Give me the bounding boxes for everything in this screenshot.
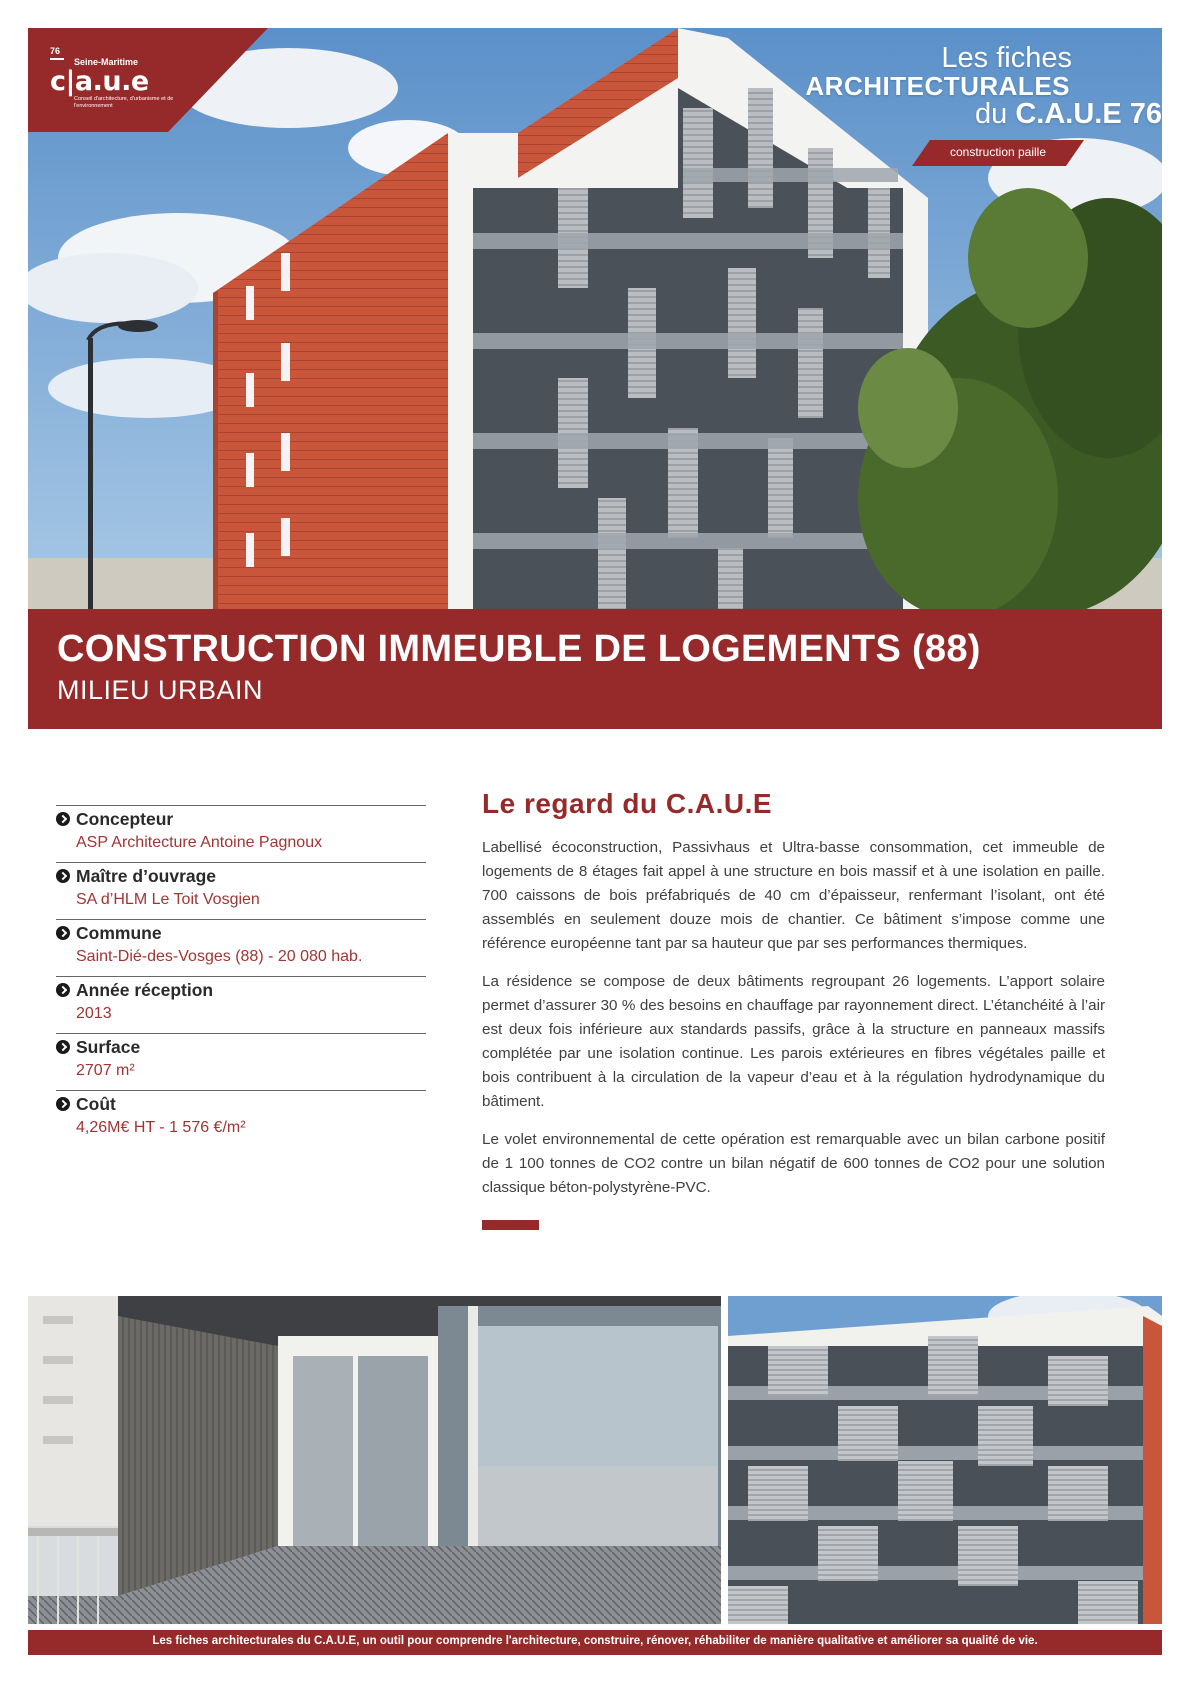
info-item-maitre-ouvrage	[56, 862, 426, 919]
paragraph: Labellisé écoconstruction, Passivhaus et Ultra-basse consommation, cet immeuble de logements de 8 étages fait appel à une structure en bois massif et à une isolation en paille. 700 caissons de bois préfabriqués de 40 cm d’épaisseur, renfermant l’isolant, ont été assemblés en seulement douze mois de chantier. Ce bâtiment s’impose comme une référence européenne tant par sa hauteur que par ses performances thermiques.	[482, 839, 1105, 952]
info-item-commune	[56, 919, 426, 976]
balcony-photo	[28, 1296, 721, 1624]
arrow-right-icon	[56, 869, 70, 883]
arrow-right-icon	[56, 983, 70, 997]
info-label: Maître d’ouvrage	[76, 866, 217, 886]
info-item-surface	[56, 1033, 426, 1090]
project-info-list	[56, 805, 426, 1147]
footer-text: Les fiches architecturales du C.A.U.E, un outil pour comprendre l'architecture, construire, rénover, réhabiliter de manière qualitative et améliorer sa qualité de vie.	[152, 1635, 1038, 1647]
series-heading	[762, 44, 1162, 128]
info-item-cout	[56, 1090, 426, 1147]
logo-name: c|a.u.e	[50, 66, 149, 97]
logo-subtitle: Conseil d'architecture, d'urbanisme et de l'environnement	[74, 96, 174, 109]
series-line-2: ARCHITECTURALES	[805, 71, 1070, 101]
series-line-3-prefix: du	[975, 98, 1008, 130]
logo-number: 76	[50, 46, 61, 56]
arrow-right-icon	[56, 1040, 70, 1054]
info-value: SA d’HLM Le Toit Vosgien	[76, 891, 260, 908]
accent-bar	[482, 1220, 539, 1230]
series-line-1: Les fiches	[941, 42, 1072, 74]
page-subtitle: MILIEU URBAIN	[57, 675, 264, 705]
info-item-concepteur	[56, 805, 426, 862]
series-line-3-name: C.A.U.E 76	[1015, 98, 1162, 130]
paragraph: La résidence se compose de deux bâtiments regroupant 26 logements. L’apport solaire permet d’assurer 30 % des besoins en chauffage par rayonnement direct. L’étanchéité à l’air est deux fois inférieure aux standards passifs, grâce à la structure en panneaux massifs complétée par une isolation continue. Les parois extérieures en fibres végétales paille et bois contribuent à la circulation de la vapeur d’eau et à la régulation hydrodynamique du bâtiment.	[482, 973, 1105, 1110]
info-label: Année réception	[76, 980, 214, 1000]
info-label: Surface	[76, 1037, 141, 1057]
info-value: ASP Architecture Antoine Pagnoux	[76, 834, 323, 851]
arrow-right-icon	[56, 1097, 70, 1111]
info-item-annee-reception	[56, 976, 426, 1033]
info-value: 4,26M€ HT - 1 576 €/m²	[76, 1119, 246, 1136]
arrow-right-icon	[56, 926, 70, 940]
info-label: Concepteur	[76, 809, 174, 829]
info-label: Commune	[76, 923, 162, 943]
caue-logo	[50, 46, 174, 109]
section-title: Le regard du C.A.U.E	[482, 788, 773, 819]
page-title: CONSTRUCTION IMMEUBLE DE LOGEMENTS (88)	[57, 628, 981, 670]
info-value: 2707 m²	[76, 1062, 135, 1079]
facade-photo	[728, 1296, 1162, 1624]
category-tag: construction paille	[949, 145, 1047, 159]
paragraph: Le volet environnemental de cette opération est remarquable avec un bilan carbone positif de 1 100 tonnes de CO2 contre un bilan négatif de 600 tonnes de CO2 pour une solution classique béton-polystyrène-PVC.	[482, 1131, 1105, 1196]
arrow-right-icon	[56, 812, 70, 826]
logo-rule	[50, 58, 64, 60]
logo-department: Seine-Maritime	[74, 57, 139, 67]
info-value: 2013	[76, 1005, 112, 1022]
info-value: Saint-Dié-des-Vosges (88) - 20 080 hab.	[76, 948, 363, 965]
series-line-3	[762, 100, 1162, 128]
info-label: Coût	[76, 1094, 116, 1114]
